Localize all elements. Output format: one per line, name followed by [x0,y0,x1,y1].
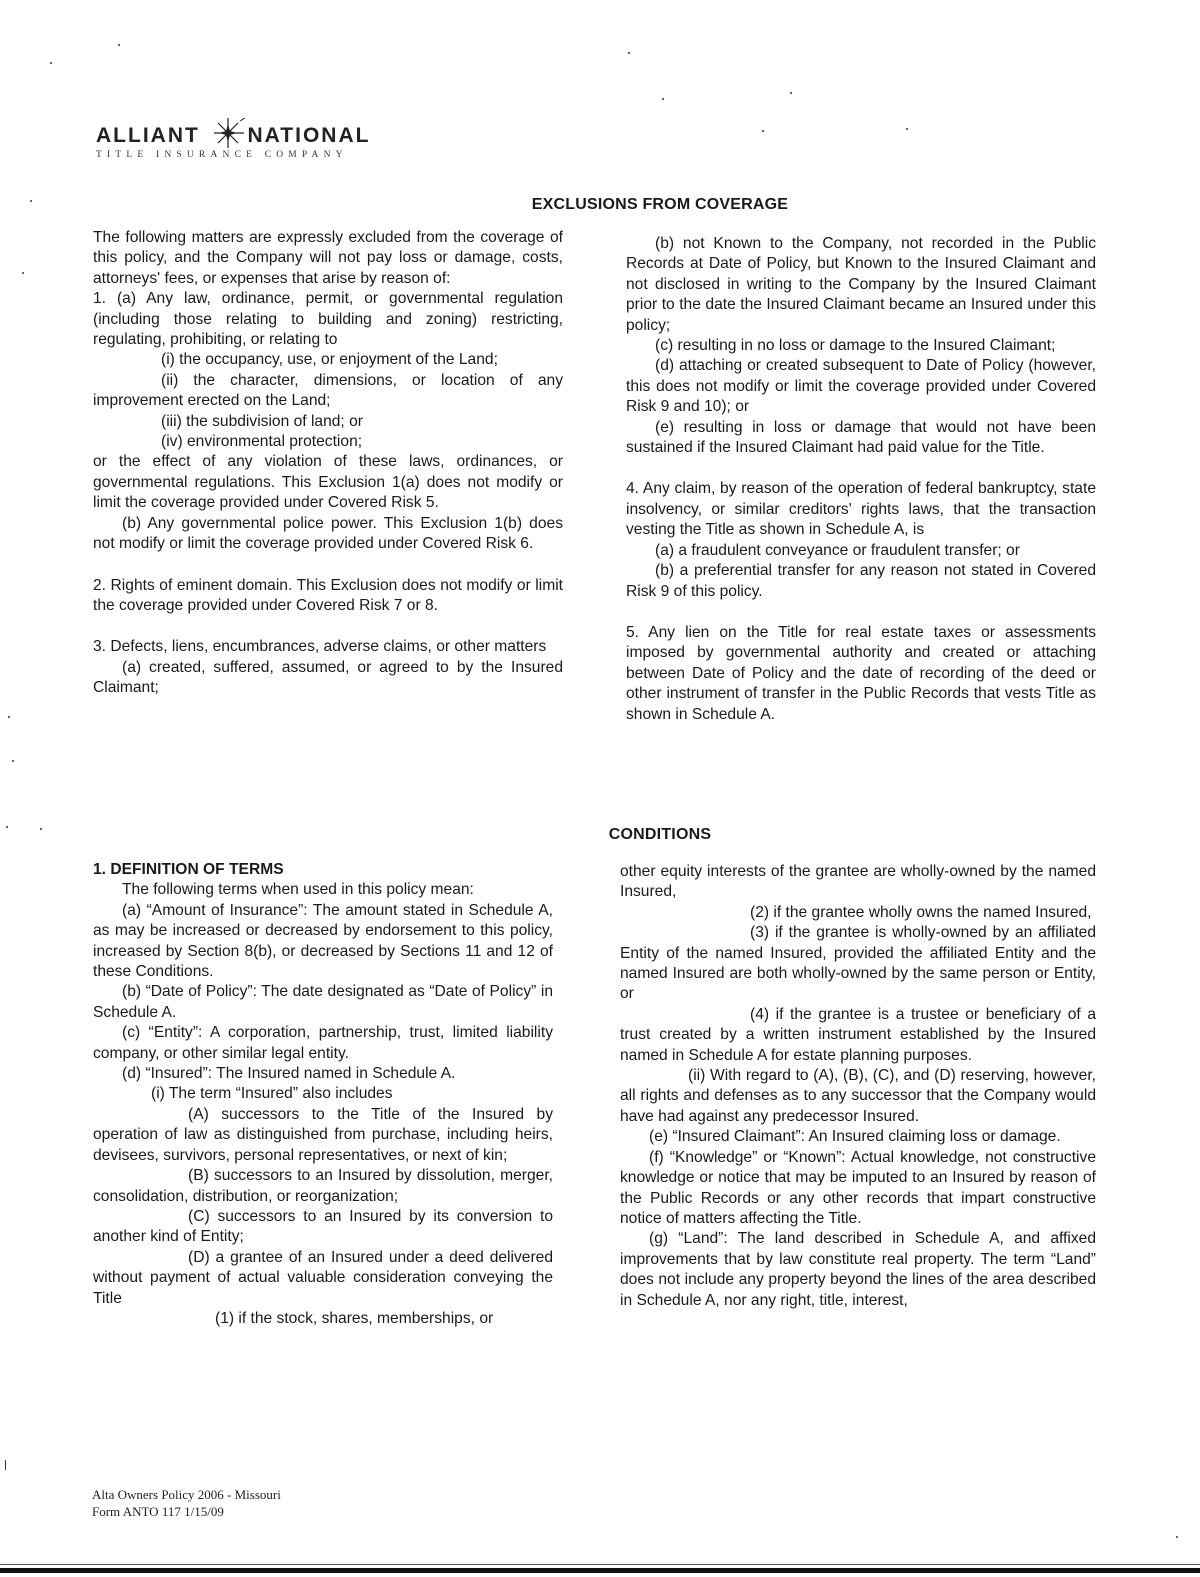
exclusions-title: EXCLUSIONS FROM COVERAGE [531,196,789,213]
exclusion-1a-ii: (ii) the character, dimensions, or location of any improvement erected on the Land; [93,371,563,410]
definition-a: (a) “Amount of Insurance”: The amount stated in Schedule A, as may be increased or decreased by endorsement to this policy, increased by Section 8(b), or decreased by Sections 11 and 12 of these Conditions. [93,901,553,981]
exclusion-5: 5. Any lien on the Title for real estate taxes or assessments imposed by governmental authority and created or attaching between Date of Policy and the date of recording of the deed or other instrument of transfer in the Public Records that vests Title as shown in Schedule A. [626,623,1096,723]
definition-d-i-D-4: (4) if the grantee is a trustee or beneficiary of a trust created by a written instrument established by the Insured named in Schedule A for estate planning purposes. [620,1005,1096,1064]
exclusion-1a: 1. (a) Any law, ordinance, permit, or governmental regulation (including those relating to building and zoning) restricting, regulating, prohibiting, or relating to [93,290,563,349]
definition-of-terms-heading: 1. DEFINITION OF TERMS [93,861,284,878]
exclusion-3c: (c) resulting in no loss or damage to the Insured Claimant; [655,337,1056,355]
scan-speck [906,128,908,130]
exclusion-4b: (b) a preferential transfer for any reason not stated in Covered Risk 9 of this policy. [626,562,1096,600]
form-footer [92,1486,281,1520]
scan-speck [12,760,14,762]
logo-wordmark [96,118,396,148]
definition-d-i-B: (B) successors to an Insured by dissolution, merger, consolidation, distribution, or reorganization; [93,1167,553,1205]
conditions-left-column [93,860,553,1329]
scan-speck [6,826,8,828]
definition-d-i: (i) The term “Insured” also includes [151,1085,393,1103]
logo-subtitle: TITLE INSURANCE COMPANY [96,150,348,160]
scan-speck [762,130,764,132]
definition-d-i-C: (C) successors to an Insured by its conversion to another kind of Entity; [93,1207,553,1246]
exclusion-3b: (b) not Known to the Company, not recorded in the Public Records at Date of Policy, but Known to the Insured Claimant and not disclosed in writing to the Company by the Insured Claimant prior to the date the Insured Claimant became an Insured under this policy; [626,235,1096,334]
exclusion-1a-effect: or the effect of any violation of these laws, ordinances, or governmental regulations. This Exclusion 1(a) does not modify or limit the coverage provided under Covered Risk 5. [93,453,563,512]
definition-b: (b) “Date of Policy”: The date designated as “Date of Policy” in Schedule A. [93,983,553,1021]
exclusion-3e: (e) resulting in loss or damage that would not have been sustained if the Insured Claimant had paid value for the Title. [626,418,1096,457]
scan-speck [5,1460,6,1470]
definition-f: (f) “Knowledge” or “Known”: Actual knowledge, not constructive knowledge or notice that may be imputed to an Insured by reason of the Public Records or any other records that impart constructive notice of matters affecting the Title. [620,1148,1096,1227]
scan-speck [1176,1536,1178,1538]
exclusion-4a: (a) a fraudulent conveyance or fraudulent transfer; or [655,541,1020,559]
definition-g: (g) “Land”: The land described in Schedule A, and affixed improvements that by law constitute real property. The term “Land” does not include any property beyond the lines of the area described in Schedule A, nor any right, title, interest, [620,1230,1096,1309]
definition-d-i-D-1-cont: other equity interests of the grantee are wholly-owned by the named Insured, [620,863,1096,901]
definition-d-i-A: (A) successors to the Title of the Insured by operation of law as distinguished from purchase, including heirs, devisees, survivors, personal representatives, or next of kin; [93,1105,553,1164]
definitions-intro: The following terms when used in this policy mean: [122,881,474,899]
conditions-title: CONDITIONS [608,826,712,843]
exclusion-1b: (b) Any governmental police power. This Exclusion 1(b) does not modify or limit the coverage provided under Covered Risk 6. [93,514,563,553]
exclusion-2: 2. Rights of eminent domain. This Exclusion does not modify or limit the coverage provided under Covered Risk 7 or 8. [93,576,563,614]
definition-d-ii: (ii) With regard to (A), (B), (C), and (D) reserving, however, all rights and defenses as to any successor that the Company would have had against any predecessor Insured. [620,1067,1096,1125]
exclusion-1a-iii: (iii) the subdivision of land; or [161,412,363,430]
scan-speck [118,44,120,46]
company-logo [96,118,396,160]
scan-speck [8,716,10,718]
exclusions-intro: The following matters are expressly excluded from the coverage of this policy, and the Company will not pay loss or damage, costs, attorneys' fees, or expenses that arise by reason of: [93,229,563,287]
scan-speck [628,52,630,54]
footer-form-number: Form ANTO 117 1/15/09 [92,1504,224,1519]
scan-speck [50,62,52,64]
exclusions-left-column [93,228,563,699]
scan-speck [790,92,792,94]
definition-d: (d) “Insured”: The Insured named in Schedule A. [122,1065,456,1083]
exclusions-right-column [626,234,1096,725]
definition-d-i-D-2: (2) if the grantee wholly owns the named Insured, [750,903,1092,921]
footer-policy-name: Alta Owners Policy 2006 - Missouri [92,1487,281,1502]
scan-speck [30,200,32,202]
bottom-border [0,1568,1200,1573]
scan-speck [662,98,664,100]
definition-d-i-D-3: (3) if the grantee is wholly-owned by an affiliated Entity of the named Insured, provided the affiliated Entity and the named Insured are both wholly-owned by the same person or Entity, or [620,924,1096,1003]
scan-speck [22,272,24,274]
definition-c: (c) “Entity”: A corporation, partnership, trust, limited liability company, or other similar legal entity. [93,1024,553,1062]
logo-name-right: NATIONAL [247,124,371,147]
exclusion-3a: (a) created, suffered, assumed, or agreed to by the Insured Claimant; [93,658,563,697]
exclusion-1a-iv: (iv) environmental protection; [161,433,363,451]
definition-d-i-D-1: (1) if the stock, shares, memberships, or [215,1309,494,1327]
exclusion-1a-i: (i) the occupancy, use, or enjoyment of the Land; [161,351,498,369]
exclusion-3d: (d) attaching or created subsequent to Date of Policy (however, this does not modify or limit the coverage provided under Covered Risk 9 and 10); or [626,357,1096,416]
compass-star-icon [210,118,246,148]
bottom-border-thin [0,1564,1200,1565]
logo-name-left: ALLIANT [96,124,200,147]
conditions-right-column [620,862,1096,1311]
exclusion-3: 3. Defects, liens, encumbrances, adverse claims, or other matters [93,638,547,656]
scan-speck [40,828,42,830]
exclusion-4: 4. Any claim, by reason of the operation of federal bankruptcy, state insolvency, or similar creditors' rights laws, that the transaction vesting the Title as shown in Schedule A, is [626,480,1096,539]
definition-e: (e) “Insured Claimant”: An Insured claiming loss or damage. [649,1128,1061,1146]
definition-d-i-D: (D) a grantee of an Insured under a deed delivered without payment of actual valuable consideration conveying the Title [93,1248,553,1307]
